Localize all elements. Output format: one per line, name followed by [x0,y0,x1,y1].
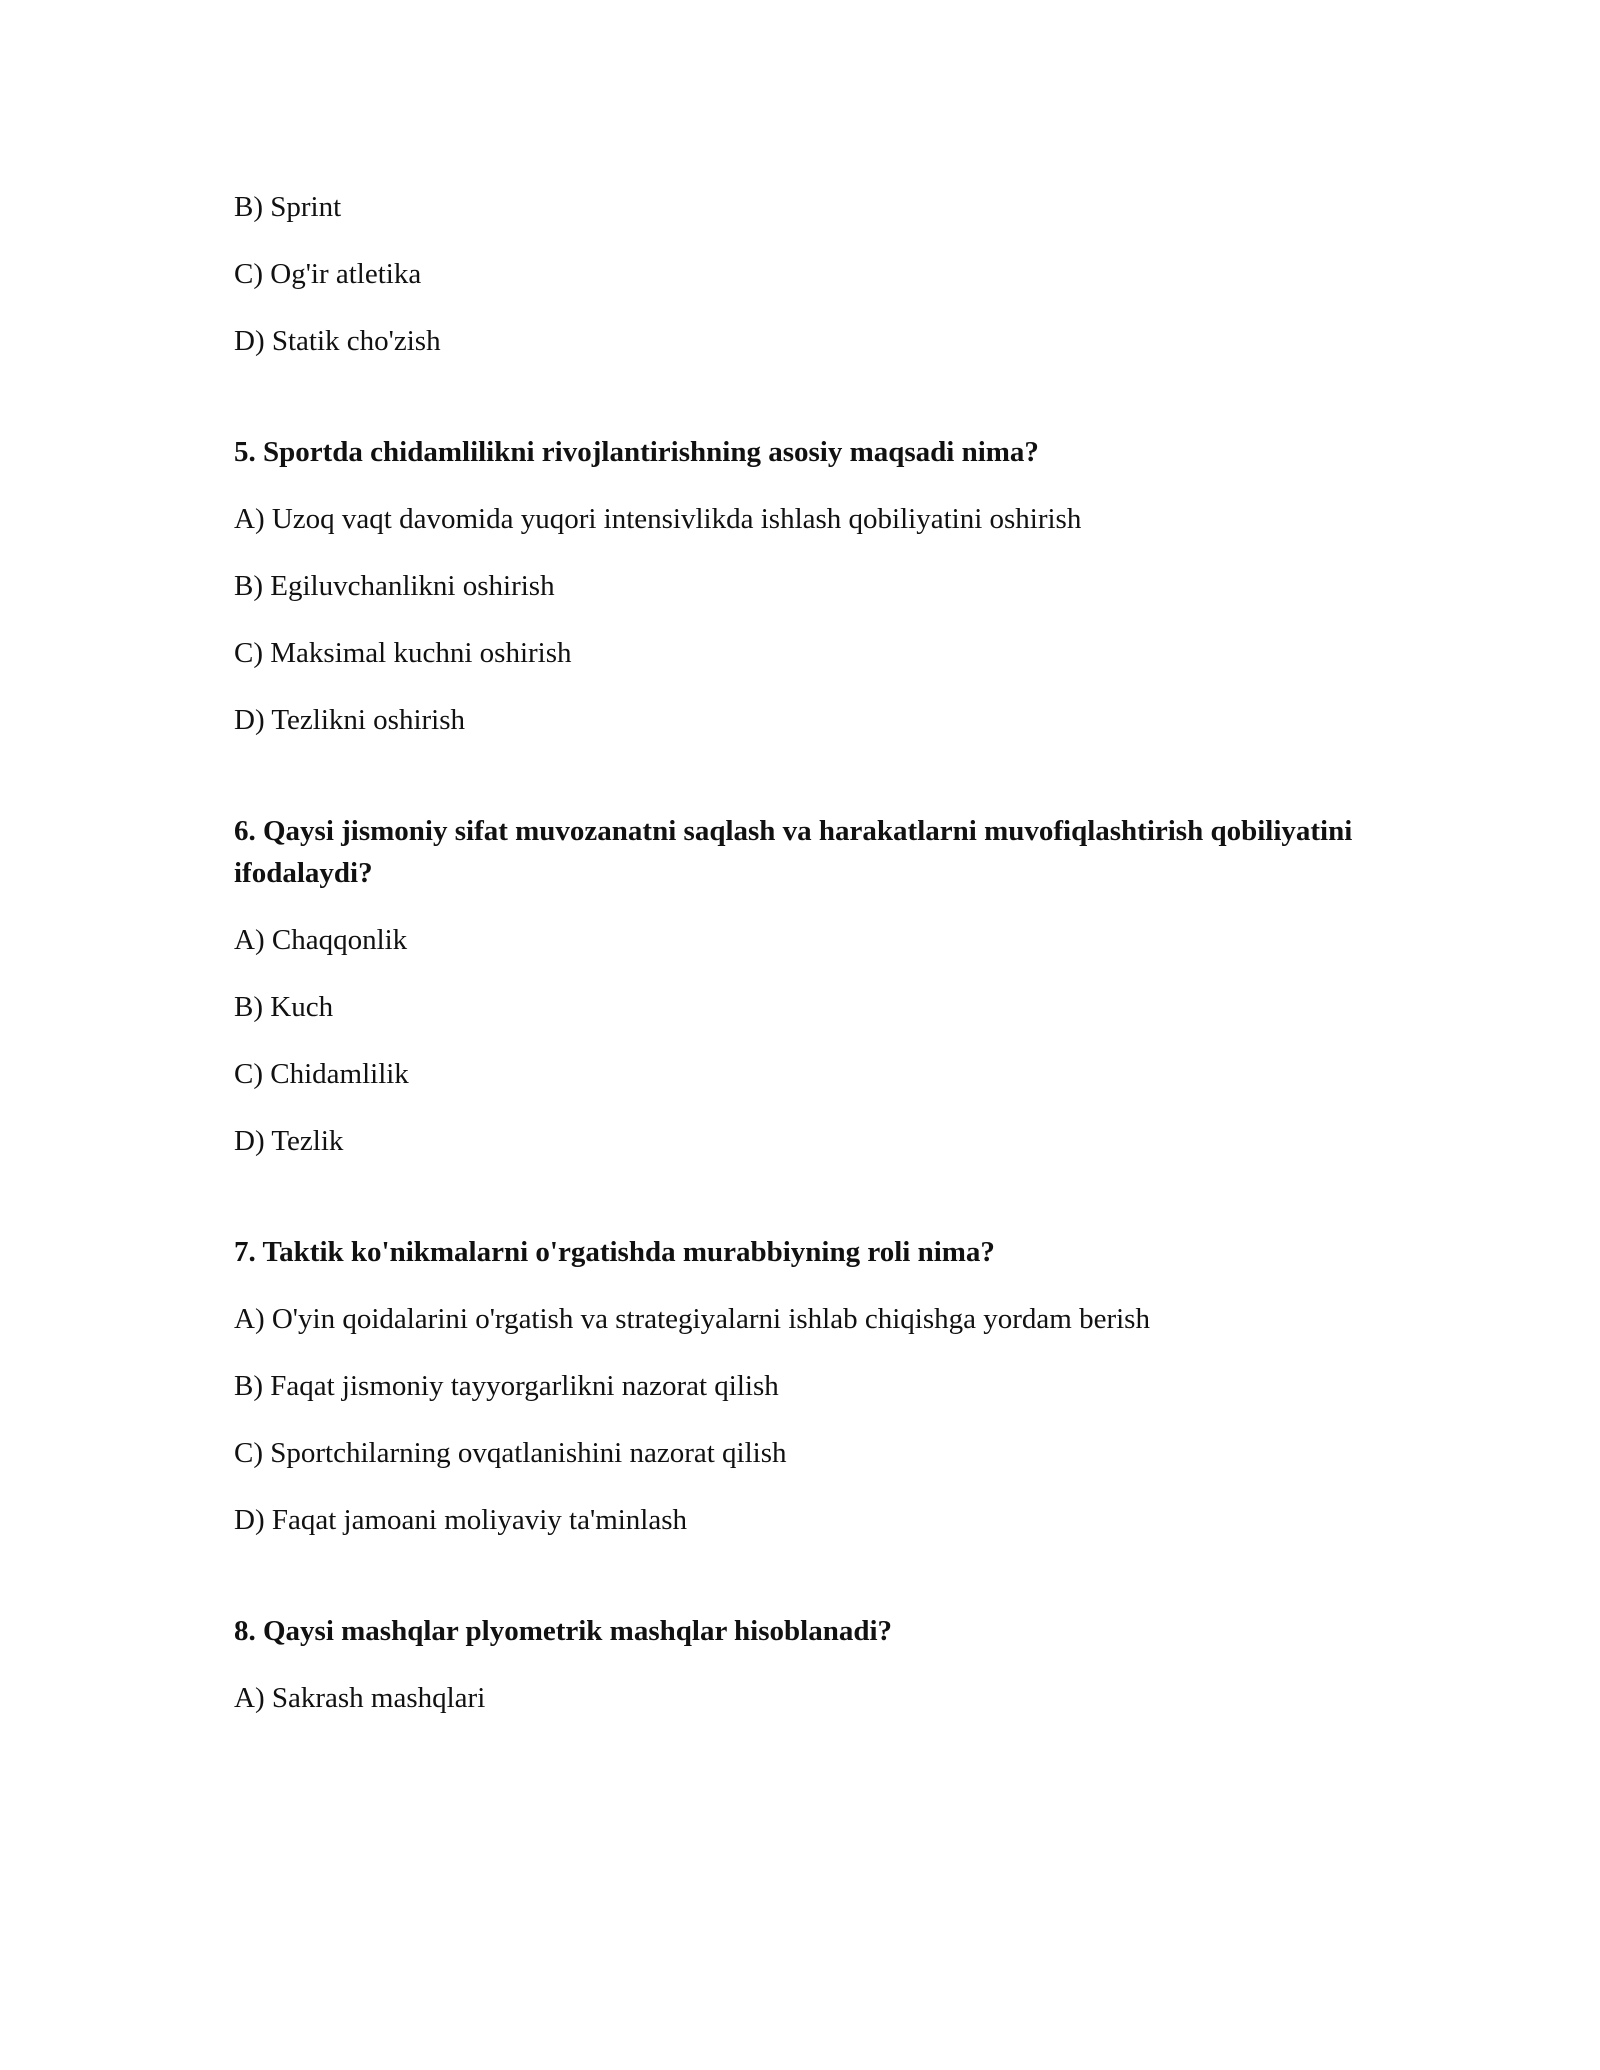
option-c: C) Og'ir atletika [234,258,422,290]
option-b: B) Kuch [234,991,334,1023]
question-5 [234,431,1374,741]
option-a: A) Sakrash mashqlari [234,1682,486,1714]
question-5-text: 5. Sportda chidamlilikni rivojlantirishning asosiy maqsadi nima? [234,436,1039,468]
question-7 [234,1231,1374,1541]
option-d: D) Statik cho'zish [234,325,441,357]
option-c: C) Sportchilarning ovqatlanishini nazorat qilish [234,1437,787,1469]
option-b: B) Faqat jismoniy tayyorgarlikni nazorat qilish [234,1370,779,1402]
question-6-text: 6. Qaysi jismoniy sifat muvozanatni saqlash va harakatlarni muvofiqlashtirish qobiliyatini ifodalaydi? [234,815,1353,889]
option-d: D) Tezlik [234,1125,344,1157]
question-8-text: 8. Qaysi mashqlar plyometrik mashqlar hisoblanadi? [234,1615,893,1647]
option-d: D) Tezlikni oshirish [234,704,466,736]
option-a: A) Uzoq vaqt davomida yuqori intensivlikda ishlash qobiliyatini oshirish [234,503,1082,535]
document-page [234,186,1374,1744]
option-d: D) Faqat jamoani moliyaviy ta'minlash [234,1504,688,1536]
question-4-continuation [234,186,1374,362]
option-b: B) Sprint [234,191,342,223]
option-b: B) Egiluvchanlikni oshirish [234,570,555,602]
option-c: C) Maksimal kuchni oshirish [234,637,572,669]
option-c: C) Chidamlilik [234,1058,409,1090]
question-8 [234,1610,1374,1719]
option-a: A) O'yin qoidalarini o'rgatish va strategiyalarni ishlab chiqishga yordam berish [234,1303,1150,1335]
question-7-text: 7. Taktik ko'nikmalarni o'rgatishda murabbiyning roli nima? [234,1236,995,1268]
option-a: A) Chaqqonlik [234,924,408,956]
question-6 [234,810,1374,1162]
